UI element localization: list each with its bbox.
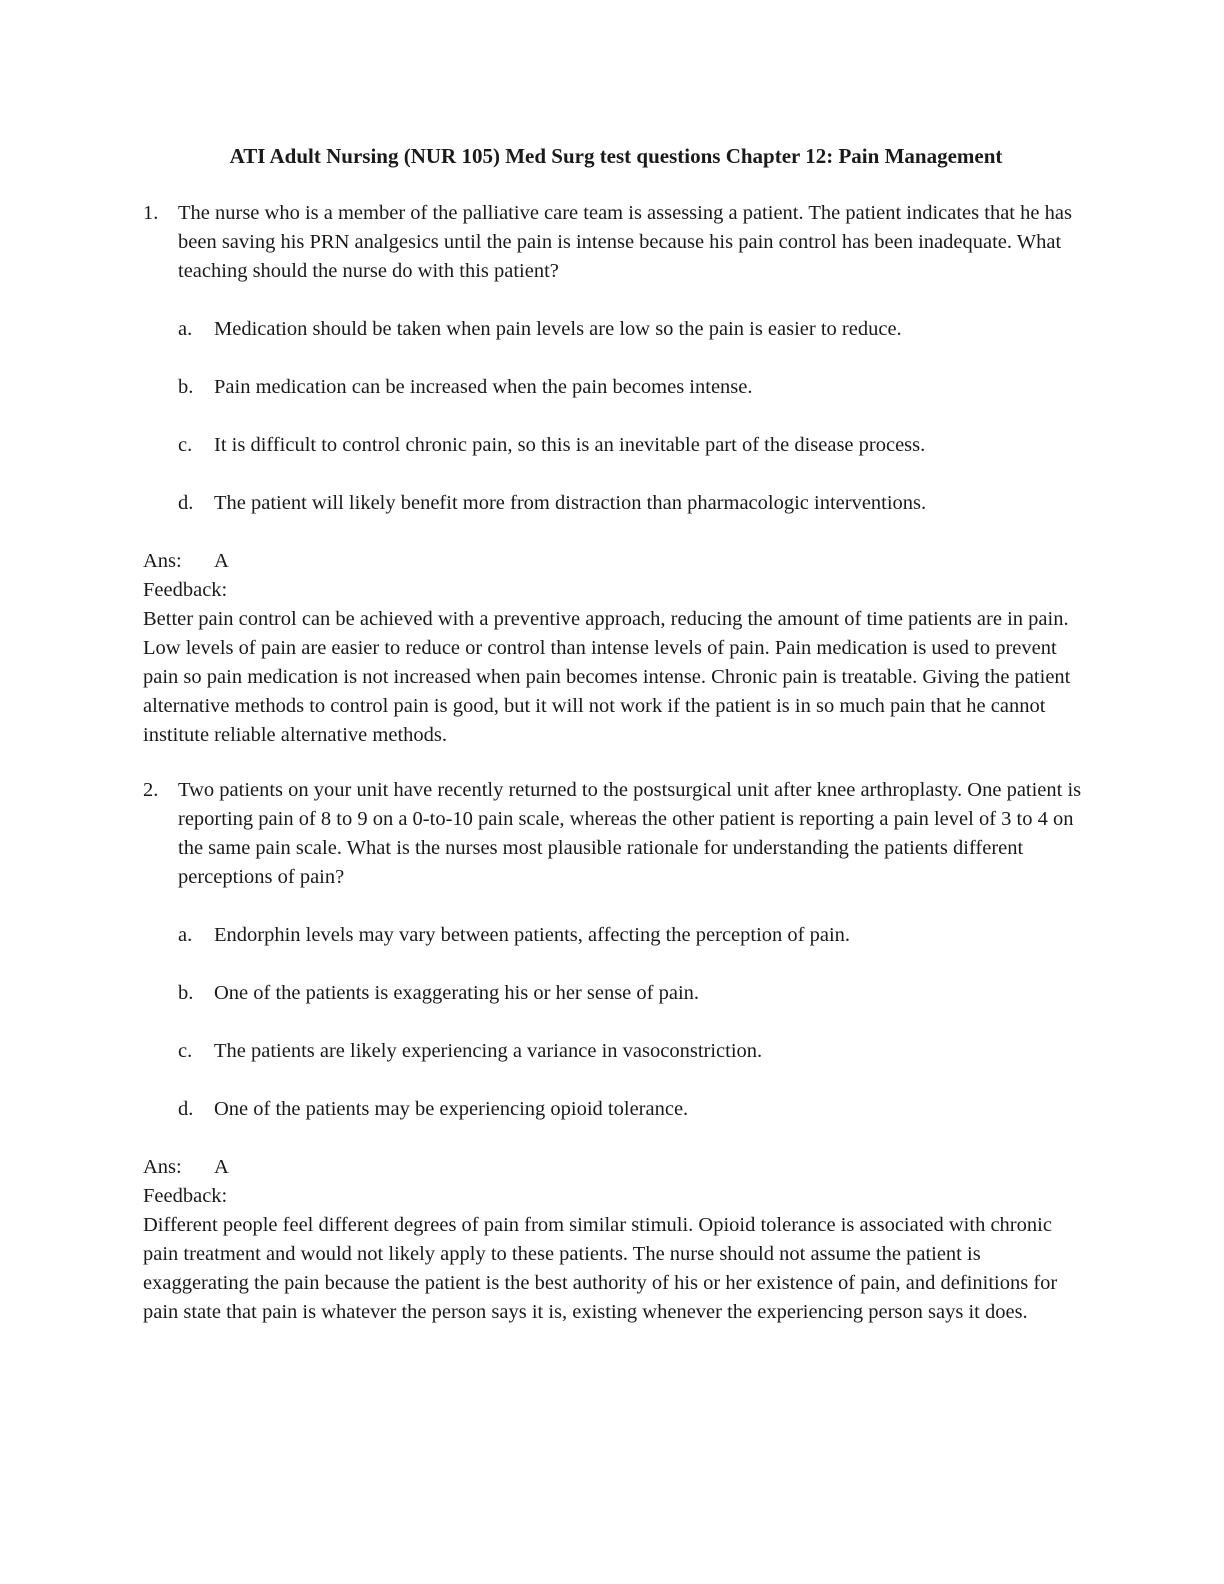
option-letter: d. — [178, 492, 194, 514]
question-number: 1. — [143, 202, 159, 224]
option-letter: a. — [178, 318, 193, 340]
option-d — [143, 1095, 1083, 1124]
answer-value: A — [214, 550, 229, 572]
option-b — [143, 373, 1083, 402]
option-letter: d. — [178, 1098, 194, 1120]
answer-block — [143, 1153, 1083, 1327]
option-b — [143, 979, 1083, 1008]
option-a — [143, 921, 1083, 950]
option-letter: c. — [178, 1040, 193, 1062]
answer-options — [143, 315, 1083, 518]
feedback-text: Better pain control can be achieved with a preventive approach, reducing the amount of time patients are in pain. Low levels of pain are easier to reduce or control than intense levels of pain. Pain medication is used to prevent pain so pain medication is not increased when pain becomes intense. Chronic pain is treatable. Giving the patient alternative methods to control pain is good, but it will not work if the patient is in so much pain that he cannot institute reliable alternative methods. — [143, 608, 1071, 746]
answer-value: A — [214, 1156, 229, 1178]
question-stem — [143, 776, 1083, 892]
answer-block — [143, 547, 1083, 750]
option-letter: a. — [178, 924, 193, 946]
feedback-label: Feedback: — [143, 1185, 228, 1207]
option-text: It is difficult to control chronic pain, so this is an inevitable part of the disease process. — [214, 434, 926, 456]
question-1 — [143, 199, 1083, 750]
option-c — [143, 1037, 1083, 1066]
option-text: The patient will likely benefit more from distraction than pharmacologic interventions. — [214, 492, 927, 514]
feedback-text: Different people feel different degrees of pain from similar stimuli. Opioid tolerance is associated with chronic pain treatment and would not likely apply to these patients. The nurse should not assume the patient is exaggerating the pain because the patient is the best authority of his or her existence of pain, and definitions for pain state that pain is whatever the person says it is, existing whenever the experiencing person says it does. — [143, 1214, 1058, 1323]
answer-line — [143, 547, 1083, 576]
answer-label: Ans: — [143, 550, 182, 572]
option-letter: b. — [178, 982, 194, 1004]
option-a — [143, 315, 1083, 344]
page-title: ATI Adult Nursing (NUR 105) Med Surg test questions Chapter 12: Pain Management — [229, 144, 1003, 168]
option-text: One of the patients is exaggerating his or her sense of pain. — [214, 982, 700, 1004]
answer-line — [143, 1153, 1083, 1182]
option-text: Endorphin levels may vary between patients, affecting the perception of pain. — [214, 924, 851, 946]
feedback-label: Feedback: — [143, 579, 228, 601]
option-letter: b. — [178, 376, 194, 398]
question-text: Two patients on your unit have recently returned to the postsurgical unit after knee arthroplasty. One patient is reporting pain of 8 to 9 on a 0-to-10 pain scale, whereas the other patient is reporting a pain level of 3 to 4 on the same pain scale. What is the nurses most plausible rationale for understanding the patients different perceptions of pain? — [178, 779, 1082, 888]
answer-options — [143, 921, 1083, 1124]
option-text: Medication should be taken when pain levels are low so the pain is easier to reduce. — [214, 318, 902, 340]
option-text: One of the patients may be experiencing opioid tolerance. — [214, 1098, 689, 1120]
option-text: The patients are likely experiencing a variance in vasoconstriction. — [214, 1040, 763, 1062]
option-letter: c. — [178, 434, 193, 456]
question-2 — [143, 776, 1083, 1327]
question-stem — [143, 199, 1083, 286]
option-text: Pain medication can be increased when the pain becomes intense. — [214, 376, 753, 398]
option-c — [143, 431, 1083, 460]
question-text: The nurse who is a member of the palliative care team is assessing a patient. The patient indicates that he has been saving his PRN analgesics until the pain is intense because his pain control has been inadequate. What teaching should the nurse do with this patient? — [178, 202, 1072, 282]
option-d — [143, 489, 1083, 518]
answer-label: Ans: — [143, 1156, 182, 1178]
question-number: 2. — [143, 779, 159, 801]
